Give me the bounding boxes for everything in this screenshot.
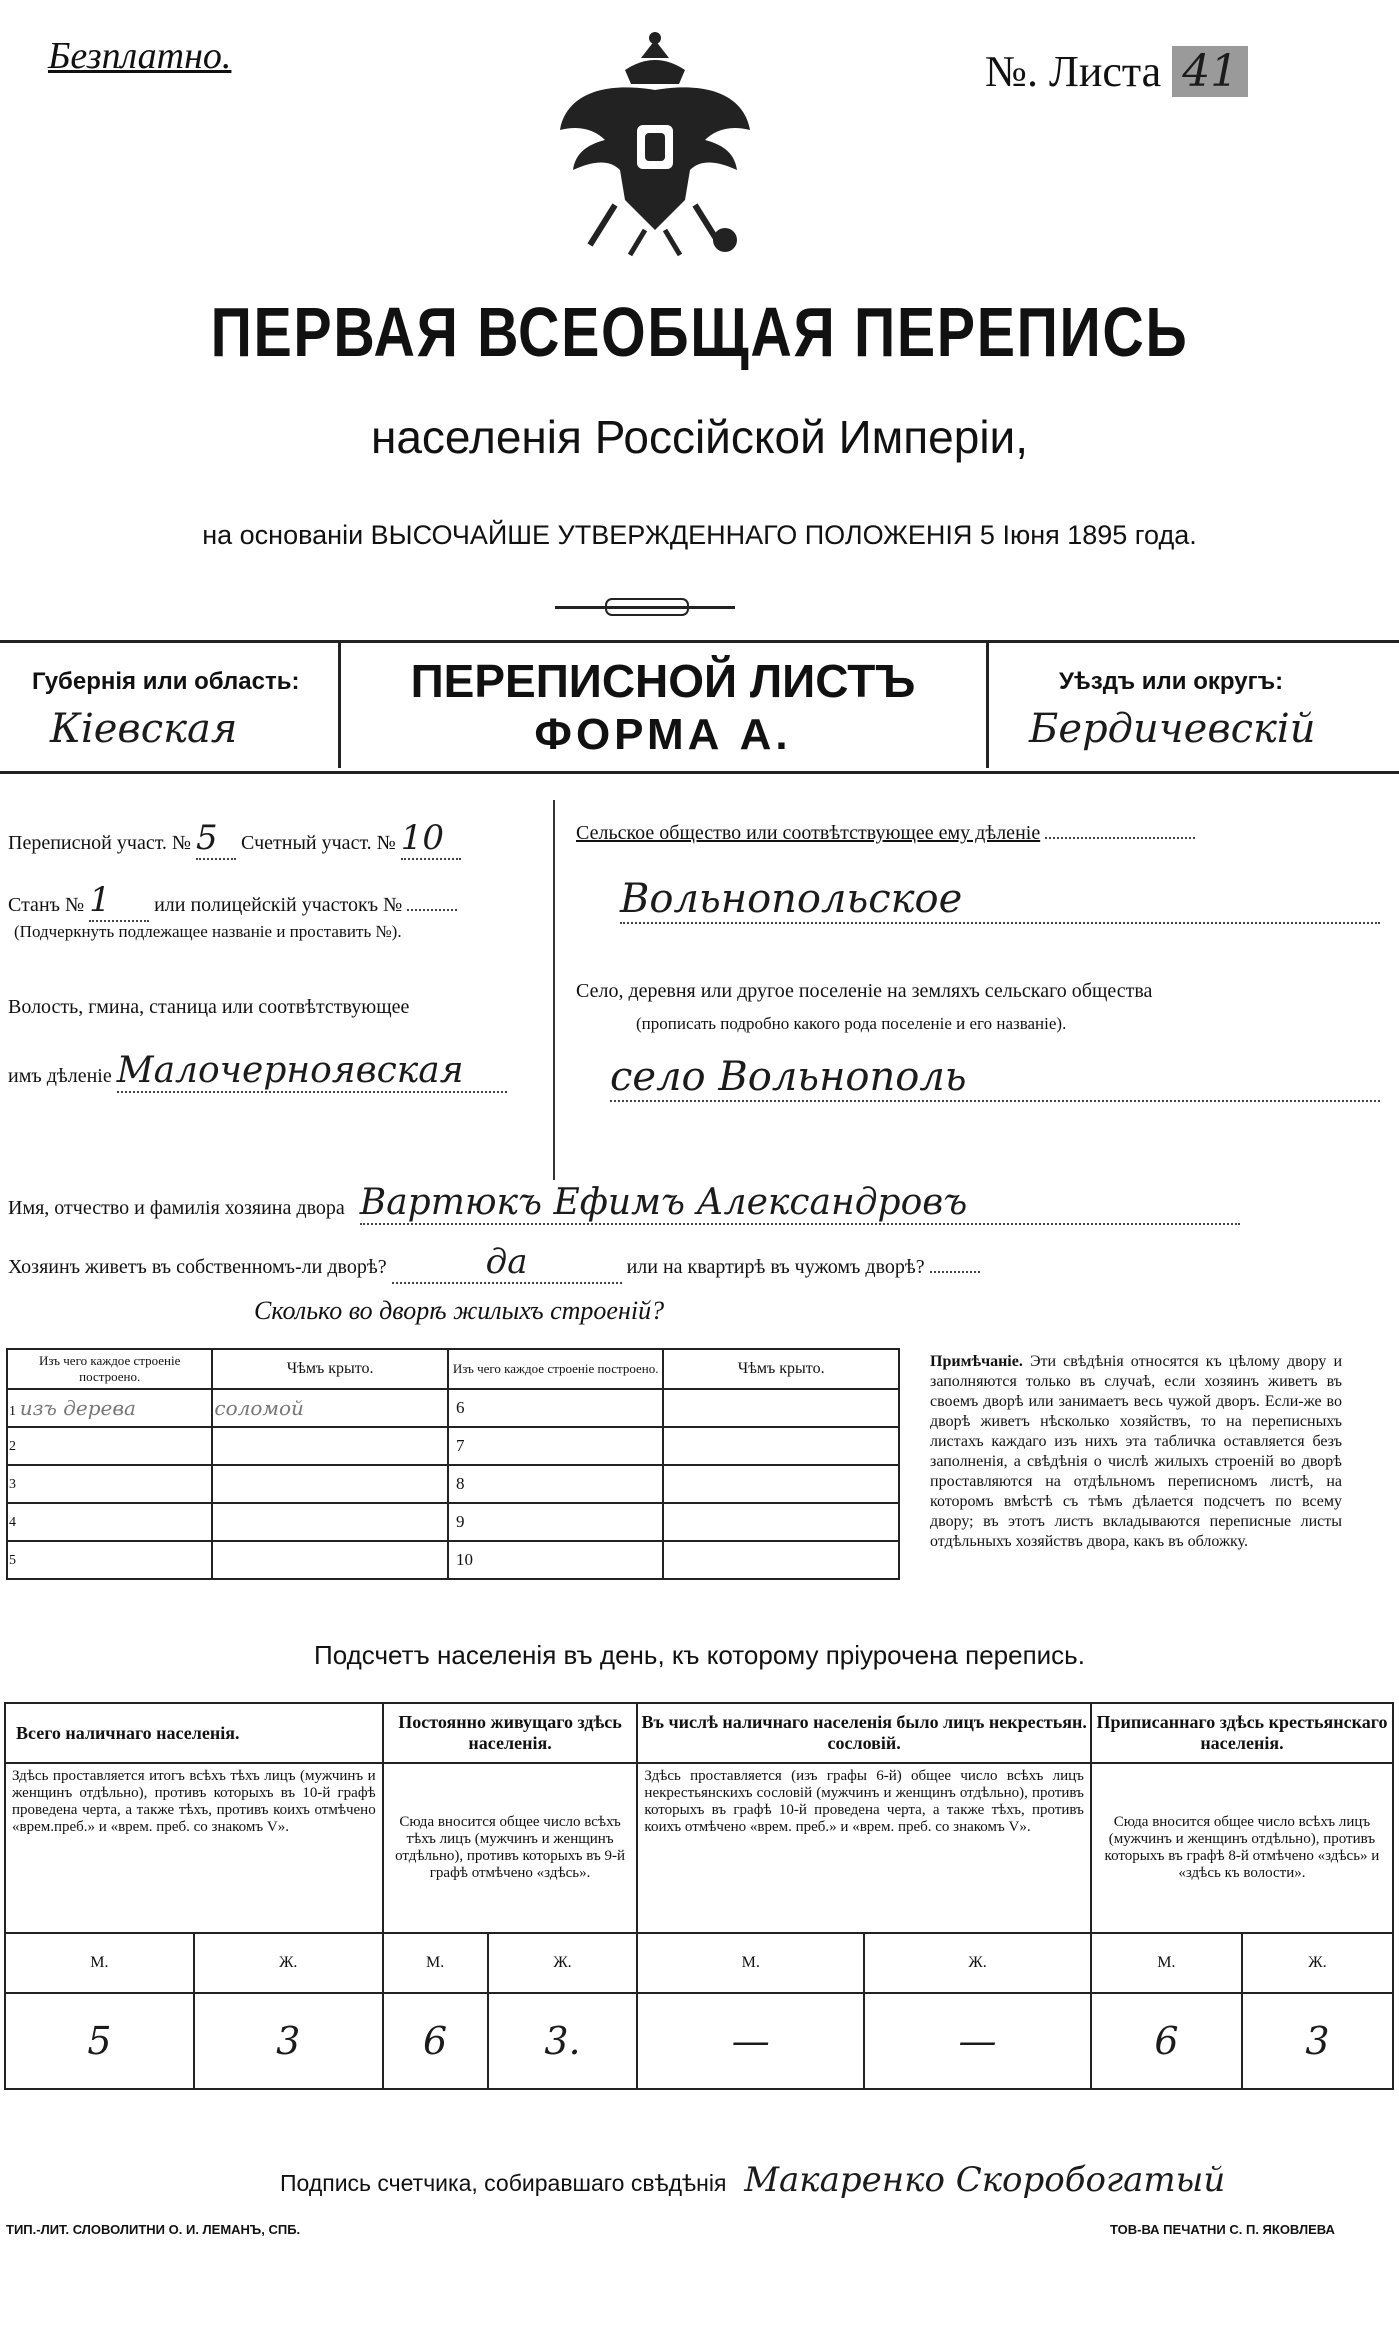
building-roof: [663, 1503, 899, 1541]
building-material: 9: [448, 1503, 663, 1541]
female-label: Ж.: [864, 1933, 1091, 1993]
building-material: 5: [7, 1541, 212, 1579]
own-row: [8, 1242, 1388, 1284]
tally-col-head: Постоянно живущаго здѣсь населенія.: [383, 1703, 638, 1763]
tally-col-head: Въ числѣ наличнаго населенія было лицъ некрестьян. сословій.: [637, 1703, 1090, 1763]
census-district-value: 5: [196, 818, 236, 860]
female-count: —: [864, 1993, 1091, 2089]
buildings-table: [6, 1348, 900, 1580]
volost-row: [8, 1050, 538, 1093]
building-material: 2: [7, 1427, 212, 1465]
sheet-number-label: №. Листа: [985, 47, 1162, 96]
female-label: Ж.: [194, 1933, 383, 1993]
building-roof: [212, 1503, 448, 1541]
buildings-col-roof-2: Чѣмъ крыто.: [663, 1349, 899, 1389]
tally-table: [4, 1702, 1394, 2090]
table-row: [7, 1503, 899, 1541]
sheet-number-value: 41: [1172, 46, 1248, 97]
building-roof: [212, 1465, 448, 1503]
stan-value: 1: [89, 880, 149, 922]
sheet-number: [985, 46, 1305, 97]
table-row: [7, 1465, 899, 1503]
stan-row: [8, 880, 538, 922]
tally-desc-row: [5, 1763, 1393, 1933]
table-row: [7, 1541, 899, 1579]
society-row: [576, 822, 1386, 845]
male-count: 5: [5, 1993, 194, 2089]
buildings-col-material-2: Изъ чего каждое строеніе построено.: [448, 1349, 663, 1389]
table-row: [7, 1427, 899, 1465]
owner-name-label: Имя, отчество и фамилія хозяина двора: [8, 1197, 345, 1219]
male-count: 6: [1091, 1993, 1242, 2089]
printer-left: ТИП.-ЛИТ. СЛОВОЛИТНИ О. И. ЛЕМАНЪ, СПБ.: [6, 2222, 301, 2237]
coat-of-arms-emblem: [555, 30, 755, 260]
building-material: 8: [448, 1465, 663, 1503]
building-material: 4: [7, 1503, 212, 1541]
building-material: 6: [448, 1389, 663, 1427]
female-count: 3: [1242, 1993, 1393, 2089]
printer-right: ТОВ-ВА ПЕЧАТНИ С. П. ЯКОВЛЕВА: [1110, 2222, 1335, 2237]
tally-values-row: [5, 1993, 1393, 2089]
village-label: Село, деревня или другое поселеніе на земляхъ сельскаго общества: [576, 980, 1153, 1002]
tally-col-desc: Сюда вносится общее число всѣхъ лицъ (мужчинъ и женщинъ отдѣльно), противъ которыхъ въ графѣ 8-й отмѣчено «здѣсь» и «здѣсь къ волости».: [1091, 1763, 1393, 1933]
volost-label-2: имъ дѣленіе: [8, 1065, 112, 1087]
tally-col-desc: Здѣсь проставляется итогъ всѣхъ тѣхъ лицъ (мужчинъ и женщинъ отдѣльно), противъ которыхъ въ 10-й графѣ проведена черта, а также тѣхъ, противъ коихъ отмѣчено «врем.преб.» и «врем. преб. со знакомъ V».: [5, 1763, 383, 1933]
tally-col-head: Всего наличнаго населенія.: [5, 1703, 383, 1763]
signature-value: Макаренко Скоробогатый: [744, 2160, 1226, 2200]
district-value: Бердичевскій: [1029, 706, 1316, 752]
remark-head: Примѣчаніе.: [930, 1353, 1023, 1370]
building-roof: [663, 1389, 899, 1427]
own-value: да: [392, 1242, 622, 1284]
signature-row: [280, 2160, 1380, 2200]
buildings-header-row: [7, 1349, 899, 1389]
owner-name-value: Вартюкъ Ефимъ Александровъ: [360, 1182, 1240, 1225]
female-count: 3.: [488, 1993, 638, 2089]
buildings-question: Сколько во дворѣ жилыхъ строеній?: [254, 1296, 665, 1325]
free-label: Безплатно.: [48, 35, 232, 77]
signature-label: Подпись счетчика, собиравшаго свѣдѣнія: [280, 2170, 727, 2196]
count-district-label: Счетный участ. №: [241, 832, 396, 854]
female-label: Ж.: [488, 1933, 638, 1993]
building-roof: [212, 1541, 448, 1579]
village-value: село Вольнополь: [610, 1054, 1380, 1102]
basis-line: на основаніи ВЫСОЧАЙШЕ УТВЕРЖДЕННАГО ПОЛОЖЕНІЯ 5 Іюня 1895 года.: [202, 520, 1197, 550]
building-roof: [212, 1427, 448, 1465]
volost-value: Малочерноявская: [117, 1050, 507, 1093]
remark-block: [930, 1352, 1342, 1552]
building-roof: [663, 1465, 899, 1503]
building-material: 7: [448, 1427, 663, 1465]
count-district-value: 10: [401, 818, 461, 860]
page-title: ПЕРВАЯ ВСЕОБЩАЯ ПЕРЕПИСЬ: [210, 293, 1189, 371]
building-material: 1 изъ дерева: [7, 1389, 212, 1427]
tally-col-head: Приписаннаго здѣсь крестьянскаго населенія.: [1091, 1703, 1393, 1763]
building-material: 10: [448, 1541, 663, 1579]
tally-mf-row: [5, 1933, 1393, 1993]
tally-col-desc: Здѣсь проставляется (изъ графы 6-й) общее число всѣхъ лицъ некрестьянскихъ сословій (мужчинъ и женщинъ отдѣльно), противъ которыхъ въ графѣ 10-й проведена черта, а также тѣхъ, противъ коихъ отмѣчено «врем. преб.» и «врем. преб. со знакомъ V».: [637, 1763, 1090, 1933]
buildings-col-roof: Чѣмъ крыто.: [212, 1349, 448, 1389]
table-row: [7, 1389, 899, 1427]
tally-title: Подсчетъ населенія въ день, къ которому пріурочена перепись.: [314, 1640, 1085, 1670]
male-label: М.: [5, 1933, 194, 1993]
building-roof: [663, 1427, 899, 1465]
male-count: 6: [383, 1993, 488, 2089]
province-box: [0, 640, 341, 768]
police-label: или полицейскій участокъ №: [154, 894, 403, 916]
building-roof: [663, 1541, 899, 1579]
female-label: Ж.: [1242, 1933, 1393, 1993]
building-material: 3: [7, 1465, 212, 1503]
own-label: Хозяинъ живетъ въ собственномъ-ли дворѣ?: [8, 1256, 387, 1278]
male-label: М.: [383, 1933, 488, 1993]
page-subtitle: населенія Россійской Имперіи,: [370, 411, 1029, 463]
rent-label: или на квартирѣ въ чужомъ дворѣ?: [626, 1256, 925, 1278]
male-label: М.: [637, 1933, 864, 1993]
stan-note: (Подчеркнуть подлежащее названіе и проставить №).: [14, 922, 402, 941]
census-district-label: Переписной участ. №: [8, 832, 192, 854]
building-roof: соломой: [212, 1389, 448, 1427]
section-divider: [553, 800, 555, 1180]
female-count: 3: [194, 1993, 383, 2089]
remark-text: Эти свѣдѣнія относятся къ цѣлому двору и заполняются только въ случаѣ, если хозяинъ живетъ въ своемъ дворѣ или занимаетъ весь чужой дворъ. Если-же во дворѣ живетъ нѣсколько хозяйствъ, то на переписныхъ листахъ каждаго изъ нихъ эта табличка оставляется безъ заполненія, а свѣдѣнія о числѣ жилыхъ строеній во дворѣ проставляются на отдѣльномъ переписномъ листѣ, на которомъ вмѣстѣ съ тѣмъ дѣлается подсчетъ по всему двору; въ этотъ листъ вкладываются переписные листы отдѣльныхъ хозяйствъ двора, какъ въ обложку.: [930, 1353, 1343, 1550]
district-label: Уѣздъ или округъ:: [1059, 668, 1284, 695]
male-label: М.: [1091, 1933, 1242, 1993]
province-label: Губернія или область:: [32, 668, 300, 695]
society-label: Сельское общество или соотвѣтствующее ему дѣленіе: [576, 822, 1041, 844]
stan-label: Станъ №: [8, 894, 85, 916]
volost-label: Волость, гмина, станица или соотвѣтствующее: [8, 996, 410, 1018]
census-district-row: [8, 818, 538, 860]
tally-header-row: [5, 1703, 1393, 1763]
village-note: (прописать подробно какого рода поселеніе и его названіе).: [636, 1014, 1067, 1033]
form-title: ПЕРЕПИСНОЙ ЛИСТЪ: [410, 655, 916, 707]
buildings-col-material: Изъ чего каждое строеніе построено.: [7, 1349, 212, 1389]
form-subtitle: ФОРМА А.: [534, 710, 792, 759]
district-box: [986, 640, 1399, 768]
ornament-center: [605, 598, 689, 616]
male-count: —: [637, 1993, 864, 2089]
society-value: Вольнопольское: [620, 876, 1380, 924]
owner-row: [8, 1182, 1388, 1225]
province-value: Кіевская: [50, 706, 238, 752]
tally-col-desc: Сюда вносится общее число всѣхъ тѣхъ лицъ (мужчинъ и женщинъ отдѣльно), противъ которыхъ въ 9-й графѣ отмѣчено «здѣсь».: [383, 1763, 638, 1933]
